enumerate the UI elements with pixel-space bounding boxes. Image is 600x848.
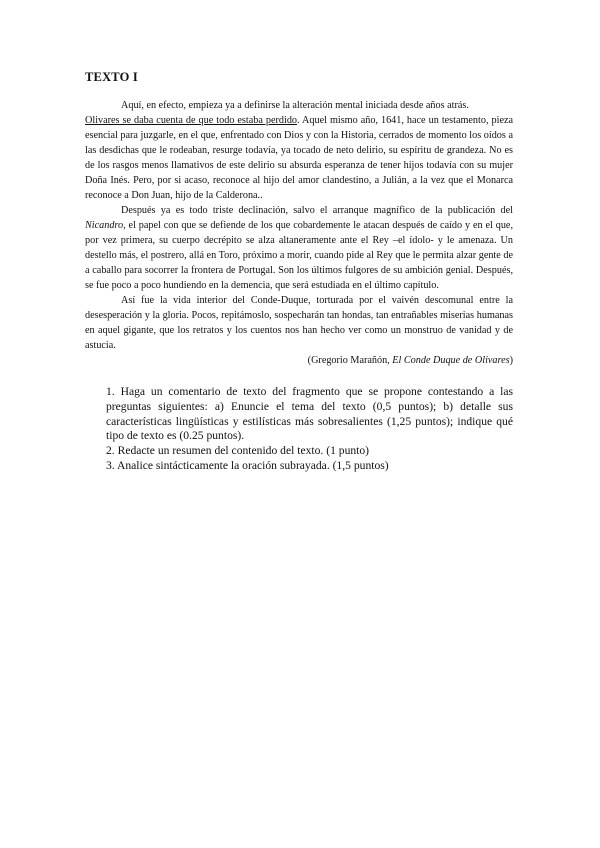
citation-work: El Conde Duque de Olivares bbox=[392, 355, 510, 366]
citation-close: ) bbox=[509, 355, 513, 366]
nicandro-title: Nicandro bbox=[85, 220, 124, 231]
paragraph-3: Así fue la vida interior del Conde-Duque, torturada por el vaivén descomunal entre la desesperación y la gloria. Pocos, repitámoslo, sospecharán tan hondas, tan entrañables miserias humanas en aquel gigante, que los retratos y los cuentos nos han hecho ver como un monstruo de vanidad y de astucia. bbox=[85, 295, 513, 351]
paragraph-1-rest: . Aquel mismo año, 1641, hace un testamento, pieza esencial para juzgarle, en el que, enfrentado con Dios y con la Historia, cerrados de momento los oídos a las desdichas que le rodeaban, resurge todavía, ya tocado de neto delirio, su espíritu de grandeza. No es de los rasgos menos llamativos de este delirio su absurda esperanza de tener hijos todavía con su mujer Doña Inés. Pero, por si acaso, reconoce al hijo del amor clandestino, a Julián, a la vez que el Monarca reconoce a Don Juan, hijo de la Calderona.. bbox=[85, 115, 514, 201]
citation-open: (Gregorio Marañón, bbox=[307, 355, 393, 366]
underlined-sentence: Olivares se daba cuenta de que todo estaba perdido bbox=[85, 115, 298, 126]
question-3: 3. Analice sintácticamente la oración subrayada. (1,5 puntos) bbox=[106, 458, 389, 472]
paragraph-2 bbox=[85, 203, 513, 293]
text-title: TEXTO I bbox=[85, 70, 138, 84]
text-fragment bbox=[85, 98, 513, 368]
citation bbox=[85, 353, 513, 368]
paragraph-2-rest: , el papel con que se defiende de los que cobardemente le atacan después de caído y en el que, por vez primera, su cuerpo decrépito se alza altaneramente ante el Rey –el ídolo- y le amenaza. Un destello más, el postrero, allá en Toro, próximo a morir, cuando pide al Rey que le permita alzar gente de a caballo para socorrer la frontera de Portugal. Son los últimos fulgores de su ambición genial. Después, se fue poco a poco hundiendo en la demencia, que será estudiada en el último capítulo. bbox=[85, 220, 513, 291]
paragraph-1-intro: Aquí, en efecto, empieza ya a definirse la alteración mental iniciada desde años atrás. bbox=[121, 100, 469, 111]
paragraph-1 bbox=[85, 98, 513, 203]
questions-list bbox=[106, 385, 513, 474]
paragraph-2-start: Después ya es todo triste declinación, salvo el arranque magnífico de la publicación del bbox=[121, 205, 513, 216]
question-2: 2. Redacte un resumen del contenido del texto. (1 punto) bbox=[106, 444, 370, 458]
question-1: 1. Haga un comentario de texto del fragmento que se propone contestando a las preguntas siguientes: a) Enuncie el tema del texto (0,5 puntos); b) detalle sus características lingüísticas y estilísticas más sobresalientes (1,25 puntos); indique qué tipo de texto es (0.25 puntos). bbox=[106, 385, 513, 443]
